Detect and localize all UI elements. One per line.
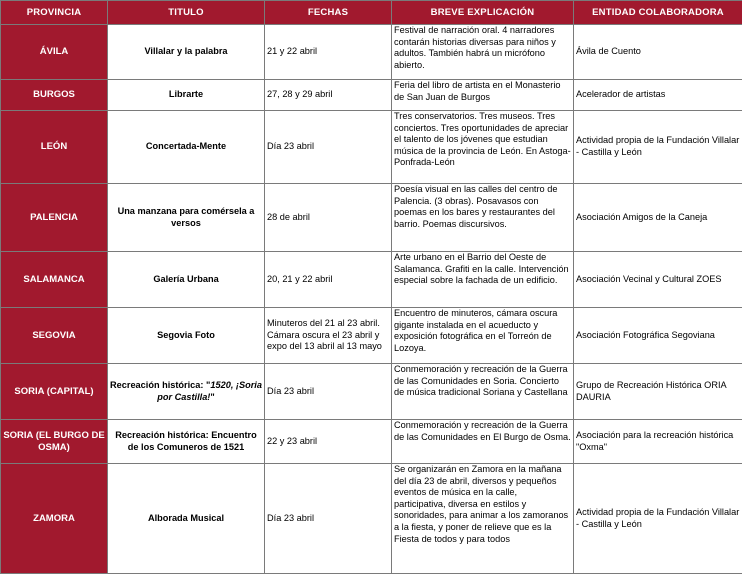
cell-titulo: Villalar y la palabra bbox=[108, 25, 265, 80]
cell-entidad: Acelerador de artistas bbox=[574, 80, 742, 111]
cell-provincia: ÁVILA bbox=[1, 25, 108, 80]
titulo-prefix: Recreación histórica: " bbox=[110, 380, 210, 390]
cell-fechas: 22 y 23 abril bbox=[265, 420, 392, 464]
header-entidad: ENTIDAD COLABORADORA bbox=[574, 1, 742, 25]
cell-fechas: 27, 28 y 29 abril bbox=[265, 80, 392, 111]
cell-explicacion: Se organizarán en Zamora en la mañana del día 23 de abril, diversos y pequeños eventos de música en la calle, participativa, diversa en estilos y sonoridades, para animar a los zamoranos a la fiesta, y poner de relieve que es la Fiesta de todos y para todos bbox=[392, 464, 574, 574]
cell-titulo: Galería Urbana bbox=[108, 252, 265, 308]
header-explicacion: BREVE EXPLICACIÓN bbox=[392, 1, 574, 25]
cell-entidad: Actividad propia de la Fundación Villalar - Castilla y León bbox=[574, 464, 742, 574]
cell-entidad: Asociación para la recreación histórica "Oxma" bbox=[574, 420, 742, 464]
table-row bbox=[1, 420, 742, 464]
cell-titulo: Alborada Musical bbox=[108, 464, 265, 574]
cell-entidad: Actividad propia de la Fundación Villalar - Castilla y León bbox=[574, 111, 742, 184]
cell-titulo: Recreación histórica: Encuentro de los Comuneros de 1521 bbox=[108, 420, 265, 464]
header-provincia: PROVINCIA bbox=[1, 1, 108, 25]
titulo-italic: 1520, ¡Soria por Castilla! bbox=[157, 380, 262, 402]
cell-explicacion: Poesía visual en las calles del centro de Palencia. (3 obras). Posavasos con poemas en los bares y restaurantes del barrio. Poemas discursivos. bbox=[392, 184, 574, 252]
cell-provincia: SORIA (EL BURGO DE OSMA) bbox=[1, 420, 108, 464]
cell-provincia: ZAMORA bbox=[1, 464, 108, 574]
cell-explicacion: Festival de narración oral. 4 narradores contarán historias diversas para niños y adultos. También habrá un micrófono abierto. bbox=[392, 25, 574, 80]
cell-fechas: Día 23 abril bbox=[265, 364, 392, 420]
table-row bbox=[1, 111, 742, 184]
cell-titulo: Una manzana para comérsela a versos bbox=[108, 184, 265, 252]
header-row bbox=[1, 1, 742, 25]
cell-fechas: Día 23 abril bbox=[265, 111, 392, 184]
cell-fechas: 21 y 22 abril bbox=[265, 25, 392, 80]
cell-explicacion: Encuentro de minuteros, cámara oscura gigante instalada en el acueducto y exposición fotográfica en el Torreón de Lozoya. bbox=[392, 308, 574, 364]
table-row bbox=[1, 184, 742, 252]
cell-fechas: 20, 21 y 22 abril bbox=[265, 252, 392, 308]
cell-entidad: Asociación Amigos de la Caneja bbox=[574, 184, 742, 252]
cell-entidad: Grupo de Recreación Histórica ORIA DAURIA bbox=[574, 364, 742, 420]
cell-titulo: Librarte bbox=[108, 80, 265, 111]
cell-titulo bbox=[108, 364, 265, 420]
cell-provincia: PALENCIA bbox=[1, 184, 108, 252]
cell-explicacion: Conmemoración y recreación de la Guerra de las Comunidades en Soria. Concierto de música tradicional Soriana y Castellana bbox=[392, 364, 574, 420]
cell-provincia: LEÓN bbox=[1, 111, 108, 184]
table-row bbox=[1, 308, 742, 364]
cell-fechas: Día 23 abril bbox=[265, 464, 392, 574]
header-fechas: FECHAS bbox=[265, 1, 392, 25]
cell-explicacion: Arte urbano en el Barrio del Oeste de Salamanca. Grafiti en la calle. Intervención especial sobre la fachada de un edificio. bbox=[392, 252, 574, 308]
cell-explicacion: Feria del libro de artista en el Monasterio de San Juan de Burgos bbox=[392, 80, 574, 111]
titulo-suffix: " bbox=[210, 392, 214, 402]
table-row bbox=[1, 252, 742, 308]
header-titulo: TITULO bbox=[108, 1, 265, 25]
table-row bbox=[1, 464, 742, 574]
cell-entidad: Asociación Vecinal y Cultural ZOES bbox=[574, 252, 742, 308]
cell-provincia: SALAMANCA bbox=[1, 252, 108, 308]
cell-provincia: BURGOS bbox=[1, 80, 108, 111]
cell-explicacion: Conmemoración y recreación de la Guerra de las Comunidades en El Burgo de Osma. bbox=[392, 420, 574, 464]
cell-provincia: SORIA (CAPITAL) bbox=[1, 364, 108, 420]
cell-explicacion: Tres conservatorios. Tres museos. Tres conciertos. Tres oportunidades de apreciar el talento de los jóvenes que estudian música de la provincia de León. En Astoga-Ponfrada-León bbox=[392, 111, 574, 184]
cell-titulo: Segovia Foto bbox=[108, 308, 265, 364]
cell-fechas: Minuteros del 21 al 23 abril. Cámara oscura el 23 abril y expo del 13 abril al 13 mayo bbox=[265, 308, 392, 364]
table-row bbox=[1, 364, 742, 420]
table-row bbox=[1, 80, 742, 111]
cell-entidad: Asociación Fotográfica Segoviana bbox=[574, 308, 742, 364]
cell-fechas: 28 de abril bbox=[265, 184, 392, 252]
cell-entidad: Ávila de Cuento bbox=[574, 25, 742, 80]
cell-titulo: Concertada-Mente bbox=[108, 111, 265, 184]
cell-provincia: SEGOVIA bbox=[1, 308, 108, 364]
table-row bbox=[1, 25, 742, 80]
